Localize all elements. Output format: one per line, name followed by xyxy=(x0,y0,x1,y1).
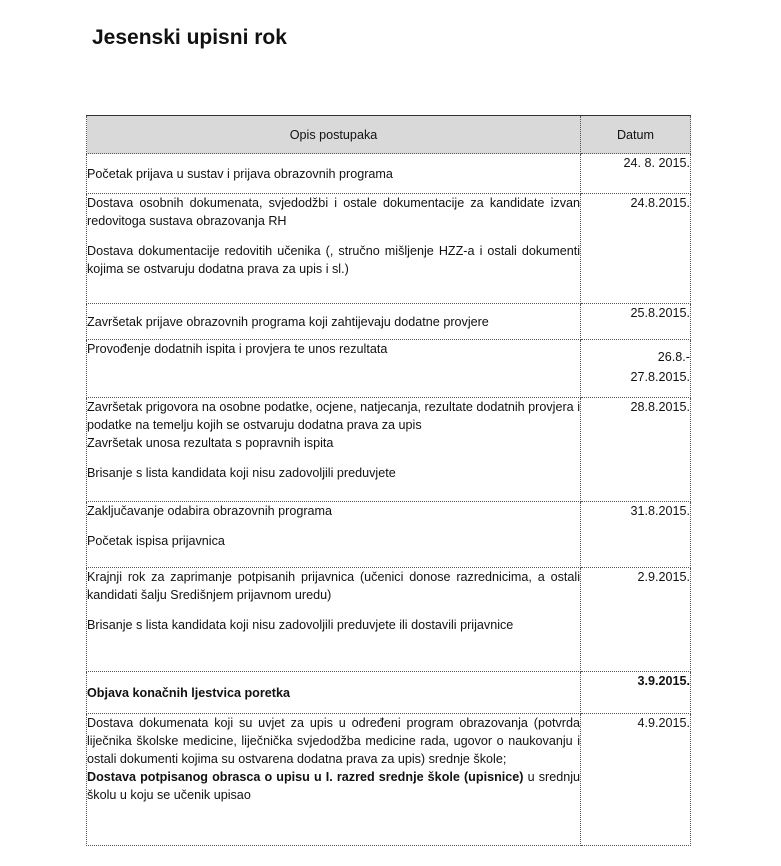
text-segment: Završetak prijave obrazovnih programa koji zahtijevaju dodatne provjere xyxy=(87,314,489,329)
table-row xyxy=(87,154,691,194)
description-paragraph xyxy=(87,340,580,358)
table-header-row xyxy=(87,116,691,154)
table-row xyxy=(87,714,691,846)
description-paragraph xyxy=(87,313,580,331)
row-description xyxy=(87,502,581,568)
row-description xyxy=(87,340,581,398)
description-paragraph xyxy=(87,684,580,702)
row-date: 24. 8. 2015. xyxy=(581,154,691,194)
text-segment: u srednju školu u koju se učenik upisao xyxy=(87,770,581,802)
table-row xyxy=(87,194,691,304)
text-segment: Dostava dokumentacije redovitih učenika (, stručno mišljenje HZZ-a i ostali dokumenti kojima se ostvaruju dodatna prava za upis i sl.) xyxy=(87,244,580,276)
bold-text-segment: Dostava potpisanog obrasca o upisu u I. razred srednje škole (upisnice) xyxy=(87,770,524,784)
row-description xyxy=(87,714,581,846)
description-paragraph xyxy=(87,532,580,550)
row-date: 31.8.2015. xyxy=(581,502,691,568)
table-body xyxy=(87,154,691,846)
description-paragraph xyxy=(87,768,580,804)
bold-text-segment: Objava konačnih ljestvica poretka xyxy=(87,685,290,700)
description-paragraph xyxy=(87,714,580,768)
text-segment: Početak prijava u sustav i prijava obrazovnih programa xyxy=(87,166,393,181)
row-date: 3.9.2015. xyxy=(581,672,691,714)
schedule-table xyxy=(86,115,691,846)
description-paragraph xyxy=(87,464,580,482)
row-description xyxy=(87,304,581,340)
table-row xyxy=(87,672,691,714)
table-row xyxy=(87,304,691,340)
description-paragraph xyxy=(87,568,580,604)
description-paragraph xyxy=(87,242,580,278)
text-segment: Krajnji rok za zaprimanje potpisanih prijavnica (učenici donose razrednicima, a ostali kandidati šalju Središnjem prijavnom uredu) xyxy=(87,570,580,602)
header-date: Datum xyxy=(581,116,691,154)
text-segment: Brisanje s lista kandidata koji nisu zadovoljili preduvjete ili dostavili prijavnice xyxy=(87,618,514,632)
text-segment: Završetak unosa rezultata s popravnih ispita xyxy=(87,436,334,450)
row-description xyxy=(87,398,581,502)
row-date xyxy=(581,340,691,398)
row-description xyxy=(87,194,581,304)
row-description xyxy=(87,672,581,714)
description-paragraph xyxy=(87,616,580,634)
description-paragraph xyxy=(87,194,580,230)
description-paragraph xyxy=(87,434,580,452)
description-paragraph xyxy=(87,398,580,434)
text-segment: Dostava osobnih dokumenata, svjedodžbi i ostale dokumentacije za kandidate izvan redovitoga sustava obrazovanja RH xyxy=(87,196,580,228)
row-date: 2.9.2015. xyxy=(581,568,691,672)
text-segment: Početak ispisa prijavnica xyxy=(87,534,225,548)
row-date: 25.8.2015. xyxy=(581,304,691,340)
description-paragraph xyxy=(87,502,580,520)
row-date: 4.9.2015. xyxy=(581,714,691,846)
row-date: 24.8.2015. xyxy=(581,194,691,304)
table-row xyxy=(87,502,691,568)
description-paragraph xyxy=(87,165,580,183)
text-segment: Dostava dokumenata koji su uvjet za upis u određeni program obrazovanja (potvrda liječnika školske medicine, liječnička svjedodžba medicine rada, ugovor o naukovanju i ostali dokumenti kojima su ostvarena dodatna prava za upis) srednje škole; xyxy=(87,716,580,766)
text-segment: Završetak prigovora na osobne podatke, ocjene, natjecanja, rezultate dodatnih provjera i podatke na temelju kojih se ostvaruju dodatna prava za upis xyxy=(87,400,580,432)
text-segment: Brisanje s lista kandidata koji nisu zadovoljili preduvjete xyxy=(87,466,396,480)
date-line: 27.8.2015. xyxy=(630,370,690,384)
row-description xyxy=(87,154,581,194)
date-line: 26.8.- xyxy=(657,350,690,364)
row-date: 28.8.2015. xyxy=(581,398,691,502)
page-title: Jesenski upisni rok xyxy=(92,26,287,49)
header-description: Opis postupaka xyxy=(87,116,581,154)
text-segment: Zaključavanje odabira obrazovnih programa xyxy=(87,504,333,518)
row-description xyxy=(87,568,581,672)
table-row xyxy=(87,568,691,672)
text-segment: Provođenje dodatnih ispita i provjera te unos rezultata xyxy=(87,342,388,356)
table-row xyxy=(87,340,691,398)
table-row xyxy=(87,398,691,502)
